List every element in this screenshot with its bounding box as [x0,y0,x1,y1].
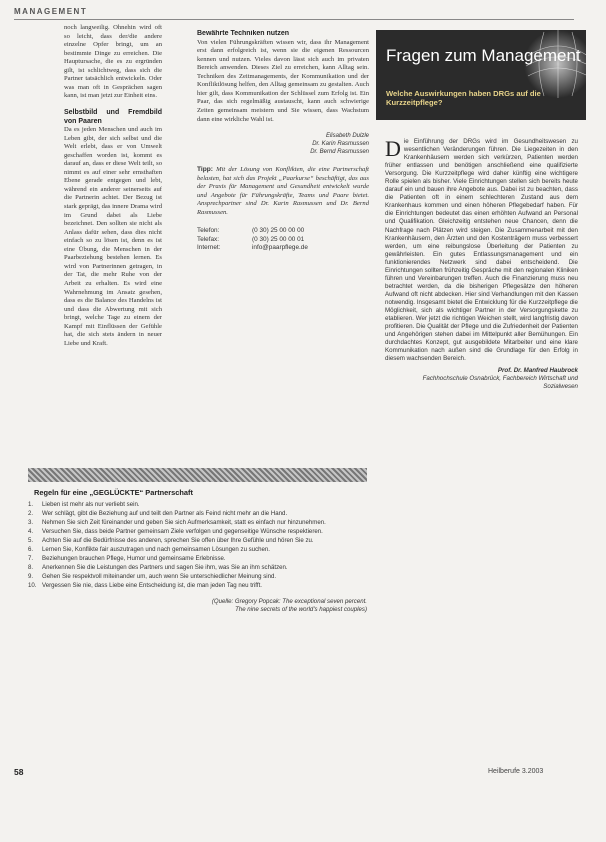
dropcap: D [385,138,401,161]
rule-item [28,573,367,581]
rule-text: Gehen Sie respektvoll miteinander um, auch wenn Sie unterschiedlicher Meinung sind. [42,572,277,580]
contact-label-phone: Telefon: [197,227,220,235]
column-1 [64,24,162,464]
rule-number: 4. [28,527,34,535]
column-1-body: Da es jeden Menschen und auch im Leben gibt, der sich selbst und die Welt erlebt, dass er von Umwelt geschaffen worden ist, kommt es darauf an, dass er diese Welt teilt, so nimmt es auf einer sehr ernsthaften Ebene gerade entgegen und lebt, während ein anderer seinerseits auf die Partnerin achtet. Der Bezug ist stark geprägt, das innere Drama wird im Grund dabei als Liebe bezeichnet. Den sollten sie nicht als Anlass dafür sehen, dass dies nicht einfach so zu lösen ist, denn es ist eine Übung, die Menschen in der Paarbeziehung bestehen lernen. Es wird von Partnerinnen getragen, in der Tat, die mehr Ruhe von der Arbeit zu erhalten. Es wird eine Wahrnehmung im Ansatz gesehen, dass es die Balance des Handelns ist und dass die Abwertung mit sich bringt, welche Tage zu einem der Kampf mit Einflüssen der Gefühle hat, die sich stets ändern in neuer Liebe und Kraft. [64,126,162,347]
tipp-paragraph [197,166,369,217]
rule-number: 5. [28,536,34,544]
tipp-text: Mit der Lösung von Konflikten, die eine Partnerschaft belasten, hat sich das Projekt „Paarkurse“ beschäftigt, das aus der Praxis für Management und Gesundheit entwickelt wurde und Angebote für Führungskräfte, Teams und Paare bietet. Ansprechpartner sind Dr. Karin Rasmussen und Dr. Bernd Rasmussen. [197,166,369,216]
rule-number: 9. [28,572,34,580]
magazine-issue: Heilberufe 3.2003 [488,768,544,775]
sidebar-body: ie Einführung der DRGs wird im Gesundheitswesen zu wesentlichen Veränderungen führen. Die Liegezeiten in den Krankenhäusern werden sich verkürzen, Patienten werden früher entlassen und benötigen anschließend eine qualifizierte Versorgung. Die Kurzzeitpflege wird daher künftig eine wichtigere Rolle spielen als bisher. Viele Einrichtungen stellen sich bereits heute darauf ein und bauen ihre Angebote aus. Dabei ist zu beachten, dass die Patienten oft in einem schlechteren Zustand aus dem Krankenhaus kommen und einen höheren Pflegebedarf haben. Für die Einrichtungen bedeutet das einen erhöhten Aufwand an Personal und Qualifikation. Gleichzeitig entstehen neue Chancen, denn die Nachfrage nach Plätzen wird steigen. Die Zusammenarbeit mit den Krankenhäusern, den Ärzten und den Kostenträgern muss verbessert werden, um eine reibungslose Überleitung der Patienten zu gewährleisten. Ein gutes Entlassungsmanagement und ein funktionierendes Netzwerk sind dabei entscheidend. Die Einrichtungen sollten frühzeitig Gespräche mit den regionalen Kliniken führen und Vereinbarungen treffen. Auch die Finanzierung muss neu betrachtet werden, da die bisherigen Pflegesätze den höheren Aufwand oft nicht abdecken. Hier sind Verhandlungen mit den Kassen notwendig. Insgesamt bietet die Entwicklung für die Kurzzeitpflege die Möglichkeit, sich als wichtiger Partner in der Versorgungskette zu etablieren. Wer jetzt die richtigen Weichen stellt, wird langfristig davon profitieren. Die Qualität der Pflege und die Zufriedenheit der Patienten und Angehörigen stehen dabei im Mittelpunkt aller Bemühungen. Ein durchdachtes Konzept, gut ausgebildete Mitarbeiter und eine klare Kommunikation nach außen sind die Grundlage für den Erfolg in diesem wachsenden Bereich. [385,138,578,363]
rule-text: Vergessen Sie nie, dass Liebe eine Entscheidung ist, die man jeden Tag neu trifft. [42,581,262,589]
rule-text: Versuchen Sie, dass beide Partner gemeinsam Ziele verfolgen und gegenseitige Wünsche respektieren. [42,527,323,535]
sidebar-affiliation-2: Sozialwesen [543,383,578,391]
rule-item [28,537,367,545]
sidebar-subtitle: Welche Auswirkungen haben DRGs auf die Kurzzeitpflege? [386,89,541,107]
rules-source-1: (Quelle: Gregory Popcak: The exceptional seven percent. [211,597,367,605]
rules-list [28,501,367,590]
rule-text: Nehmen Sie sich Zeit füreinander und geben Sie sich Aufmerksamkeit, statt es einfach nur hinzunehmen. [42,518,326,526]
page-number: 58 [14,767,24,777]
rules-title: Regeln für eine „GEGLÜCKTE“ Partnerschaft [34,488,193,497]
contact-value-fax: (0 30) 25 00 00 01 [252,235,305,243]
rule-item [28,564,367,572]
rules-hatched-bar [28,468,367,482]
rule-text: Wer schlägt, gibt die Beziehung auf und teilt den Partner als Feind nicht mehr an die Hand. [42,509,288,517]
rule-text: Lieben ist mehr als nur verliebt sein. [42,501,140,508]
rules-source-2: The nine secrets of the world's happiest couples) [235,605,367,613]
contact-label-fax: Telefax: [197,235,220,243]
sidebar-column [385,138,578,718]
rule-text: Lernen Sie, Konflikte fair auszutragen und nach gemeinsamen Lösungen zu suchen. [42,545,270,553]
rule-number: 7. [28,554,34,562]
sidebar-body-paragraph [385,138,578,363]
tipp-label: Tipp: [197,166,213,174]
signature-1: Elisabeth Dulzle [325,133,369,140]
rule-item [28,546,367,554]
signature-3: Dr. Bernd Rasmussen [310,149,369,156]
rules-box [28,468,367,724]
rule-number: 1. [28,501,34,508]
rule-item [28,528,367,536]
column-2-body: Von vielen Führungskräften wissen wir, dass ihr Management erst dann erfolgreich ist, wenn sie die eigenen Ressourcen kennen und nutzen. Vieles davon lässt sich auch im privaten Bereich anwenden. Dieses Ziel zu erreichen, kann Alltag sein. Techniken des Zeitmanagements, der Kommunikation und der Konfliktlösung helfen, den Alltag gemeinsam zu gestalten. Auch hier gilt, dass Kommunikation der Schlüssel zum Erfolg ist. Ein Paar, das sich regelmäßig austauscht, kann auch schwierige Zeiten gemeinsam meistern und Sie wissen, dass Wachstum dann eine wirkliche Wahl ist. [197,38,369,123]
column-2-heading: Bewährte Techniken nutzen [197,30,290,37]
contact-block [197,227,369,252]
rule-number: 6. [28,545,34,553]
sidebar-author: Prof. Dr. Manfred Haubrock [497,367,578,375]
rule-item [28,555,367,563]
section-label: MANAGEMENT [14,7,88,16]
rule-item [28,501,367,509]
sidebar-header [376,30,586,120]
sidebar-affiliation-1: Fachhochschule Osnabrück, Fachbereich Wirtschaft und [422,375,578,383]
column-1-intro: noch langweilig. Ohnehin wird oft so leicht, dass der/die andere einzelne Opfer bringt, um an bestimmte Dinge zu erreichen. Die Hauptursache, die es zu ergründen gilt, ist schlichtweg, dass sich die Partner tatsächlich entwickeln. Oder was man oft in Gesprächen sagen kann, ist man jetzt zur Einheit eins. [64,24,162,100]
contact-label-web: Internet: [197,243,221,251]
column-2 [197,30,369,470]
contact-value-web[interactable]: info@paarpflege.de [252,243,308,251]
rule-number: 8. [28,563,34,571]
rule-text: Beziehungen brauchen Pflege, Humor und gemeinsame Erlebnisse. [42,554,226,562]
rule-text: Anerkennen Sie die Leistungen des Partners und sagen Sie ihm, was Sie an ihm schätzen. [42,563,288,571]
contact-value-phone: (0 30) 25 00 00 00 [252,227,305,235]
top-rule [14,19,574,20]
sidebar-title: Fragen zum Management [386,46,581,65]
column-1-heading: Selbstbild und Fremdbild von Paaren [64,108,162,125]
rule-item [28,510,367,518]
signature-2: Dr. Karin Rasmussen [312,141,369,148]
rule-number: 2. [28,509,34,517]
rule-number: 3. [28,518,34,526]
rule-item [28,582,367,590]
rule-number: 10. [28,581,37,589]
rule-item [28,519,367,527]
rule-text: Achten Sie auf die Bedürfnisse des anderen, sprechen Sie offen über Ihre Gefühle und hören Sie zu. [42,536,314,544]
